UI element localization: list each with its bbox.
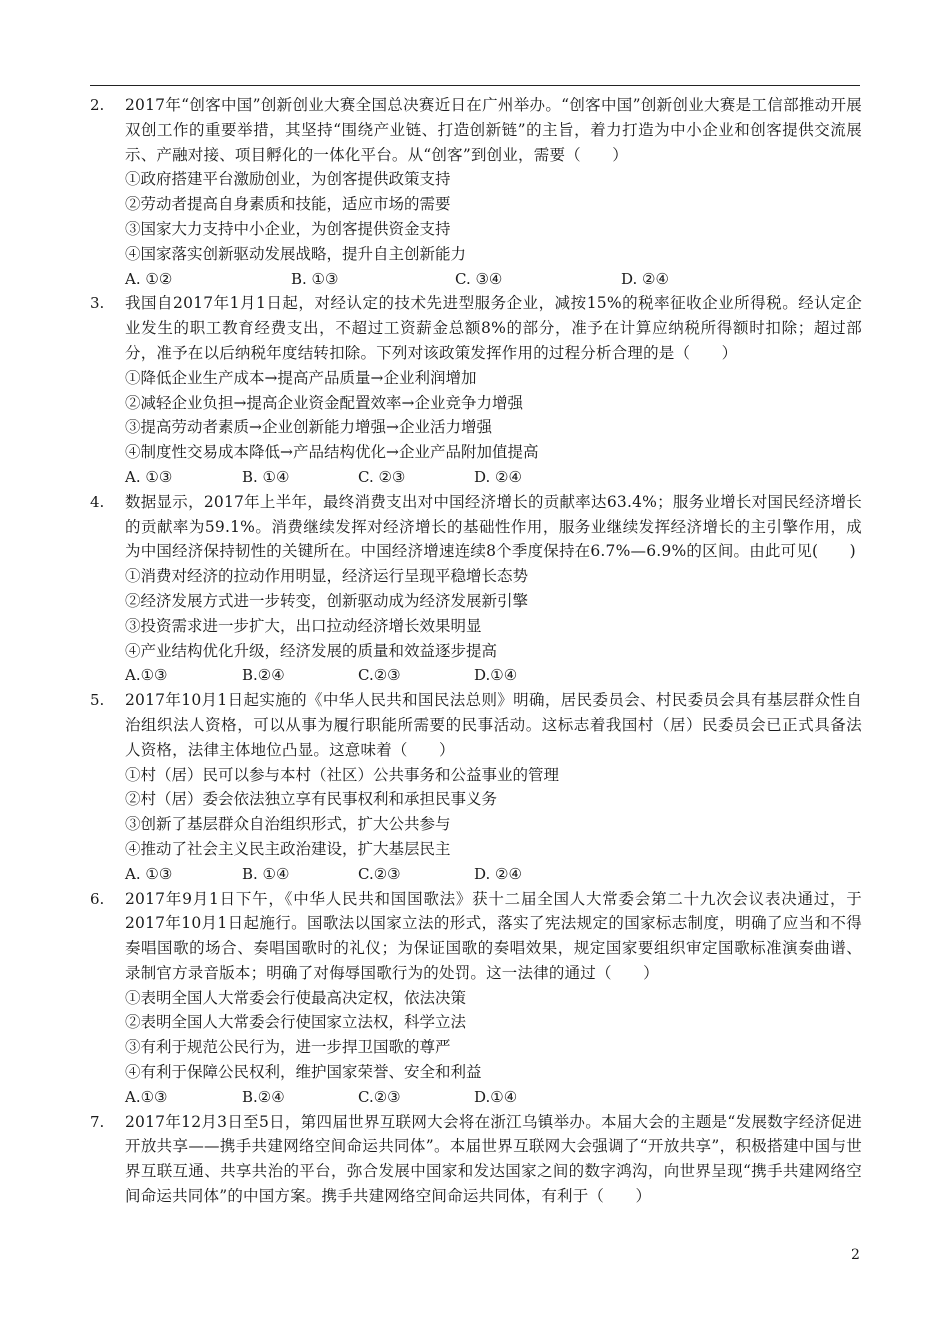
statement-4: ④国家落实创新驱动发展战略，提升自主创新能力 xyxy=(125,244,467,263)
option-d: D.①④ xyxy=(474,666,518,685)
question-stem: 2017年9月1日下午，《中华人民共和国国歌法》获十二届全国人大常委会第二十九次会议表决通过，于2017年10月1日起施行。国歌法以国家立法的形式，落实了宪法规定的国家标志制度，明确了应当和不得奏唱国歌的场合、奏唱国歌时的礼仪；为保证国歌的奏唱效果，规定国家要组织审定国歌标准演奏曲谱、录制官方录音版本；明确了对侮辱国歌行为的处罚。这一法律的通过（ ） xyxy=(125,889,862,982)
statement-1: ①村（居）民可以参与本村（社区）公共事务和公益事业的管理 xyxy=(125,765,560,784)
answer-options xyxy=(125,663,862,688)
question-6 xyxy=(90,887,862,1110)
question-stem: 我国自2017年1月1日起，对经认定的技术先进型服务企业，减按15%的税率征收企业所得税。经认定企业发生的职工教育经费支出，不超过工资薪金总额8%的部分，准予在计算应纳税所得额时扣除；超过部分，准予在以后纳税年度结转扣除。下列对该政策发挥作用的过程分析合理的是（ ） xyxy=(125,294,862,362)
question-number: 3. xyxy=(90,294,105,313)
statement-4: ④制度性交易成本降低→产品结构优化→企业产品附加值提高 xyxy=(125,443,539,462)
statement-1: ①降低企业生产成本→提高产品质量→企业利润增加 xyxy=(125,368,477,387)
option-b: B.②④ xyxy=(242,1087,285,1106)
question-5 xyxy=(90,688,862,886)
option-d: D. ②④ xyxy=(621,269,669,288)
statement-2: ②经济发展方式进一步转变，创新驱动成为经济发展新引擎 xyxy=(125,591,529,610)
option-a: A. ①③ xyxy=(125,467,173,486)
statement-4: ④产业结构优化升级，经济发展的质量和效益逐步提高 xyxy=(125,641,498,660)
option-a: A.①③ xyxy=(125,1087,168,1106)
question-4 xyxy=(90,490,862,688)
statement-3: ③投资需求进一步扩大，出口拉动经济增长效果明显 xyxy=(125,616,482,635)
statement-3: ③国家大力支持中小企业，为创客提供资金支持 xyxy=(125,219,451,238)
question-stem: 数据显示，2017年上半年，最终消费支出对中国经济增长的贡献率达63.4%；服务业增长对国民经济增长的贡献率为59.1%。消费继续发挥对经济增长的基础性作用，服务业继续发挥经济增长的主引擎作用，成为中国经济保持韧性的关键所在。中国经济增速连续8个季度保持在6.7%—6.9%的区间。由此可见( ) xyxy=(125,492,862,561)
header-rule xyxy=(90,85,860,86)
option-d: D. ②④ xyxy=(474,467,522,486)
answer-options xyxy=(125,267,862,292)
option-b: B. ①③ xyxy=(291,269,339,288)
page-content xyxy=(90,93,862,1209)
statement-3: ③提高劳动者素质→企业创新能力增强→企业活力增强 xyxy=(125,418,492,437)
answer-options xyxy=(125,465,862,490)
option-c: C. ②③ xyxy=(358,467,406,486)
question-stem: 2017年“创客中国”创新创业大赛全国总决赛近日在广州举办。“创客中国”创新创业大赛是工信部推动开展双创工作的重要举措，其坚持“围绕产业链、打造创新链”的主旨，着力打造为中小企业和创客提供交流展示、产融对接、项目孵化的一体化平台。从“创客”到创业，需要（ ） xyxy=(125,96,862,164)
question-number: 6. xyxy=(90,889,105,908)
statement-4: ④推动了社会主义民主政治建设，扩大基层民主 xyxy=(125,839,451,858)
question-7 xyxy=(90,1110,862,1209)
statement-2: ②表明全国人大常委会行使国家立法权，科学立法 xyxy=(125,1013,467,1032)
statement-3: ③有利于规范公民行为，进一步捍卫国歌的尊严 xyxy=(125,1038,451,1057)
question-3 xyxy=(90,291,862,489)
statement-4: ④有利于保障公民权利，维护国家荣誉、安全和利益 xyxy=(125,1063,482,1082)
option-a: A. ①② xyxy=(125,269,173,288)
question-number: 2. xyxy=(90,96,105,114)
question-stem: 2017年12月3日至5日，第四届世界互联网大会将在浙江乌镇举办。本届大会的主题是“发展数字经济促进开放共享——携手共建网络空间命运共同体”。本届世界互联网大会强调了“开放共享”，积极搭建中国与世界互联互通、共享共治的平台，弥合发展中国家和发达国家之间的数字鸿沟，向世界呈现“携手共建网络空间命运共同体”的中国方案。携手共建网络空间命运共同体，有利于（ ） xyxy=(125,1112,862,1206)
answer-options xyxy=(125,1085,862,1110)
statement-1: ①消费对经济的拉动作用明显，经济运行呈现平稳增长态势 xyxy=(125,567,529,586)
option-a: A. ①③ xyxy=(125,864,173,883)
question-stem: 2017年10月1日起实施的《中华人民共和国民法总则》明确，居民委员会、村民委员会具有基层群众性自治组织法人资格，可以从事为履行职能所需要的民事活动。这标志着我国村（居）民委员会已正式具备法人资格，法律主体地位凸显。这意味着（ ） xyxy=(125,691,862,759)
question-number: 5. xyxy=(90,691,105,710)
answer-options xyxy=(125,862,862,887)
statement-2: ②减轻企业负担→提高企业资金配置效率→企业竞争力增强 xyxy=(125,393,523,412)
option-c: C.②③ xyxy=(358,864,401,883)
statement-2: ②劳动者提高自身素质和技能，适应市场的需要 xyxy=(125,195,451,214)
option-d: D. ②④ xyxy=(474,864,522,883)
option-c: C. ③④ xyxy=(455,269,503,288)
option-c: C.②③ xyxy=(358,1087,401,1106)
question-2 xyxy=(90,93,862,291)
statement-1: ①政府搭建平台激励创业，为创客提供政策支持 xyxy=(125,170,451,189)
option-b: B.②④ xyxy=(242,666,285,685)
option-b: B. ①④ xyxy=(242,864,290,883)
option-b: B. ①④ xyxy=(242,467,290,486)
question-number: 7. xyxy=(90,1112,105,1131)
option-a: A.①③ xyxy=(125,666,168,685)
statement-1: ①表明全国人大常委会行使最高决定权，依法决策 xyxy=(125,988,467,1007)
page-number: 2 xyxy=(851,1247,860,1263)
option-d: D.①④ xyxy=(474,1087,518,1106)
question-number: 4. xyxy=(90,492,105,511)
statement-2: ②村（居）委会依法独立享有民事权利和承担民事义务 xyxy=(125,790,498,809)
option-c: C.②③ xyxy=(358,666,401,685)
statement-3: ③创新了基层群众自治组织形式，扩大公共参与 xyxy=(125,815,451,834)
